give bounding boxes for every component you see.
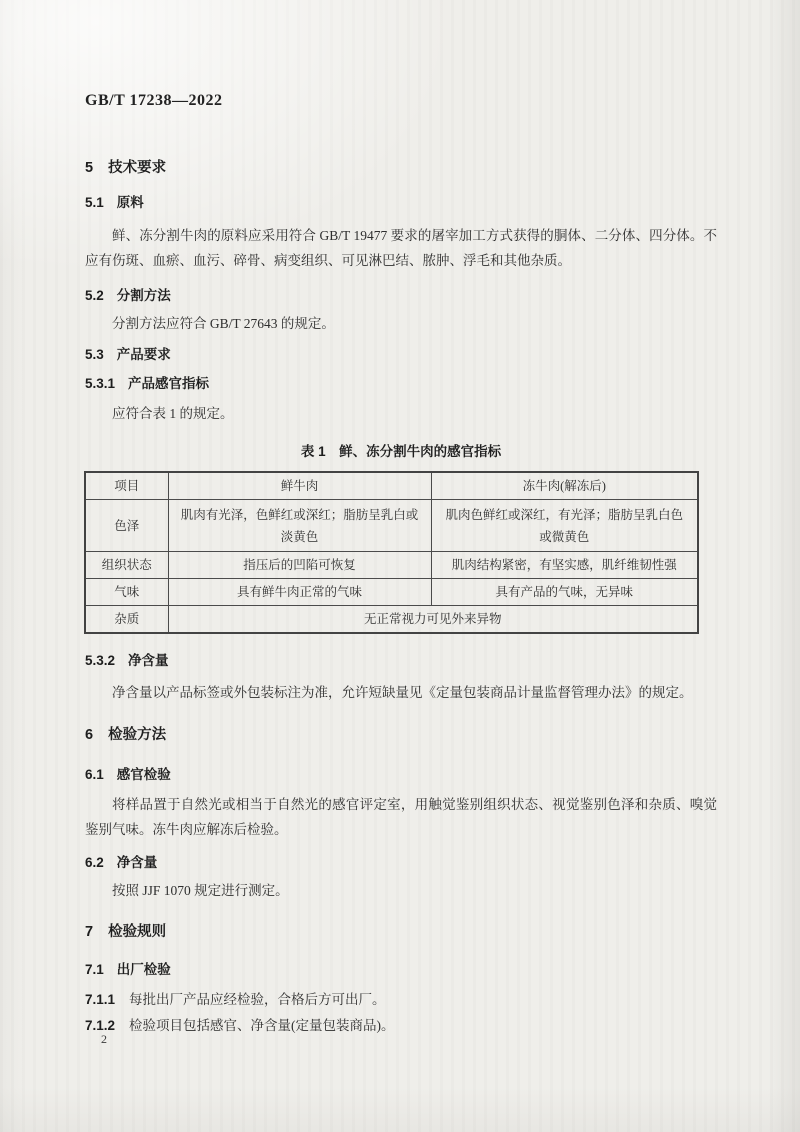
section-title: 技术要求 (108, 160, 167, 176)
section-number: 7 (85, 924, 94, 940)
cell-fresh-odor: 具有鲜牛肉正常的气味 (168, 579, 431, 606)
section-6-2-paragraph: 按照 JJF 1070 规定进行测定。 (112, 883, 289, 898)
section-5-3-heading (85, 343, 717, 363)
section-number: 5.1 (85, 195, 104, 210)
section-5-3-2-paragraph: 净含量以产品标签或外包装标注为准，允许短缺量见《定量包装商品计量监督管理办法》的规定。 (112, 685, 693, 700)
section-5-1-heading (85, 191, 717, 211)
section-title: 检验规则 (108, 924, 167, 940)
column-header-frozen-beef: 冻牛肉(解冻后) (431, 472, 698, 500)
column-header-fresh-beef: 鲜牛肉 (168, 472, 431, 500)
section-title: 原料 (116, 195, 144, 210)
section-number: 6 (85, 727, 94, 743)
table-1-caption: 表 1 鲜、冻分割牛肉的感官指标 (300, 444, 502, 459)
section-title: 分割方法 (116, 288, 171, 303)
section-title: 感官检验 (116, 767, 171, 782)
section-number: 5.3.2 (85, 653, 116, 668)
table-row-impurities (85, 606, 698, 634)
section-5-2-heading (85, 284, 717, 304)
section-title: 净含量 (116, 855, 158, 870)
section-5-3-2-heading (85, 649, 717, 669)
section-number: 7.1 (85, 962, 104, 977)
section-6-heading (85, 723, 717, 744)
row-label: 色泽 (85, 500, 168, 552)
section-number: 5 (85, 160, 94, 176)
section-title: 产品感官指标 (128, 376, 210, 391)
section-6-1-heading (85, 763, 717, 783)
clause-text: 每批出厂产品应经检验，合格后方可出厂。 (129, 992, 386, 1007)
cell-fresh-color: 肌肉有光泽，色鲜红或深红；脂肪呈乳白或淡黄色 (168, 500, 431, 552)
section-number: 5.3 (85, 347, 104, 362)
table-row-color (85, 500, 698, 552)
section-title: 出厂检验 (116, 962, 171, 977)
section-5-2-paragraph: 分割方法应符合 GB/T 27643 的规定。 (112, 316, 335, 331)
column-header-item: 项目 (85, 472, 168, 500)
section-5-3-1-paragraph: 应符合表 1 的规定。 (112, 406, 234, 421)
section-number: 5.3.1 (85, 376, 116, 391)
cell-frozen-odor: 具有产品的气味，无异味 (431, 579, 698, 606)
cell-impurities-merged: 无正常视力可见外来异物 (168, 606, 698, 634)
table-1-sensory-indicators (84, 471, 699, 634)
table-header-row (85, 472, 698, 500)
row-label: 气味 (85, 579, 168, 606)
clause-7-1-2 (85, 1014, 717, 1034)
section-7-heading (85, 920, 717, 941)
section-7-1-heading (85, 958, 717, 978)
row-label: 组织状态 (85, 552, 168, 579)
table-row-odor (85, 579, 698, 606)
clause-number: 7.1.1 (85, 992, 116, 1007)
section-number: 6.2 (85, 855, 104, 870)
section-5-heading (85, 156, 717, 177)
section-5-3-1-heading (85, 372, 717, 392)
clause-7-1-1 (85, 988, 717, 1008)
section-title: 检验方法 (108, 727, 167, 743)
section-title: 产品要求 (116, 347, 171, 362)
clause-number: 7.1.2 (85, 1018, 116, 1033)
section-number: 5.2 (85, 288, 104, 303)
page-number: 2 (101, 1032, 107, 1046)
cell-frozen-color: 肌肉色鲜红或深红，有光泽；脂肪呈乳白色或微黄色 (431, 500, 698, 552)
cell-frozen-texture: 肌肉结构紧密，有坚实感，肌纤维韧性强 (431, 552, 698, 579)
cell-fresh-texture: 指压后的凹陷可恢复 (168, 552, 431, 579)
section-title: 净含量 (128, 653, 169, 668)
section-number: 6.1 (85, 767, 104, 782)
clause-text: 检验项目包括感官、净含量(定量包装商品)。 (129, 1018, 395, 1033)
section-6-2-heading (85, 851, 717, 871)
section-5-1-paragraph: 鲜、冻分割牛肉的原料应采用符合 GB/T 19477 要求的屠宰加工方式获得的胴体、二分体、四分体。不应有伤斑、血瘀、血污、碎骨、病变组织、可见淋巴结、脓肿、浮毛和其他杂质。 (85, 228, 717, 268)
section-6-1-paragraph: 将样品置于自然光或相当于自然光的感官评定室，用触觉鉴别组织状态、视觉鉴别色泽和杂质、嗅觉鉴别气味。冻牛肉应解冻后检验。 (85, 797, 717, 837)
standard-number: GB/T 17238—2022 (85, 92, 223, 109)
row-label: 杂质 (85, 606, 168, 634)
table-row-texture (85, 552, 698, 579)
